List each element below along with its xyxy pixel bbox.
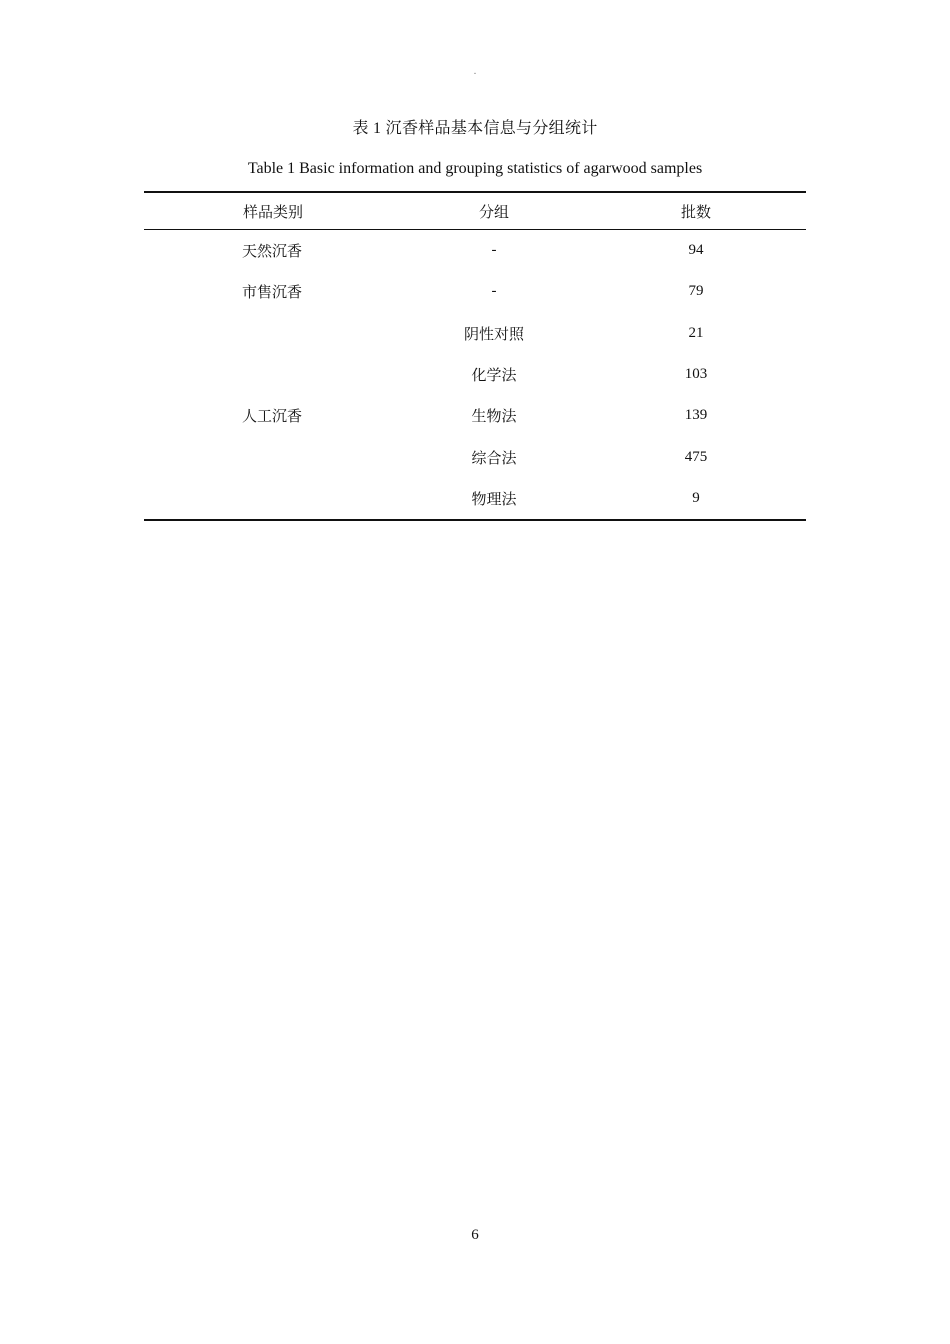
category-cell: 天然沉香 [242, 244, 303, 261]
table-row [144, 271, 806, 312]
header-count: 批数 [586, 192, 806, 230]
group-cell: 化学法 [471, 368, 517, 385]
category-cell: 市售沉香 [242, 285, 303, 302]
count-cell: 475 [684, 448, 708, 465]
category-cell-merged: 人工沉香 [242, 409, 303, 426]
group-cell: - [491, 242, 497, 259]
table-caption-chinese: 表 1 沉香样品基本信息与分组统计 [352, 120, 598, 137]
group-cell: 生物法 [471, 409, 517, 426]
page-number: 6 [471, 1227, 479, 1243]
group-cell: - [491, 283, 497, 300]
count-cell: 9 [692, 489, 700, 506]
table-caption-english: Table 1 Basic information and grouping statistics of agarwood samples [247, 160, 703, 177]
count-cell: 79 [688, 283, 704, 300]
header-group: 分组 [402, 192, 586, 230]
count-cell: 103 [684, 366, 708, 383]
count-cell: 139 [684, 407, 708, 424]
header-mark: . [473, 66, 477, 77]
header-row [144, 192, 806, 230]
table-header [144, 192, 806, 230]
group-cell: 综合法 [471, 450, 517, 467]
group-cell: 物理法 [471, 491, 517, 508]
count-cell: 21 [688, 324, 704, 341]
group-cell: 阴性对照 [463, 326, 524, 343]
header-category: 样品类别 [144, 192, 402, 230]
sample-statistics-table [144, 191, 806, 521]
table-row [144, 313, 806, 354]
table-body [144, 230, 806, 521]
count-cell: 94 [688, 242, 704, 259]
table-row [144, 230, 806, 272]
